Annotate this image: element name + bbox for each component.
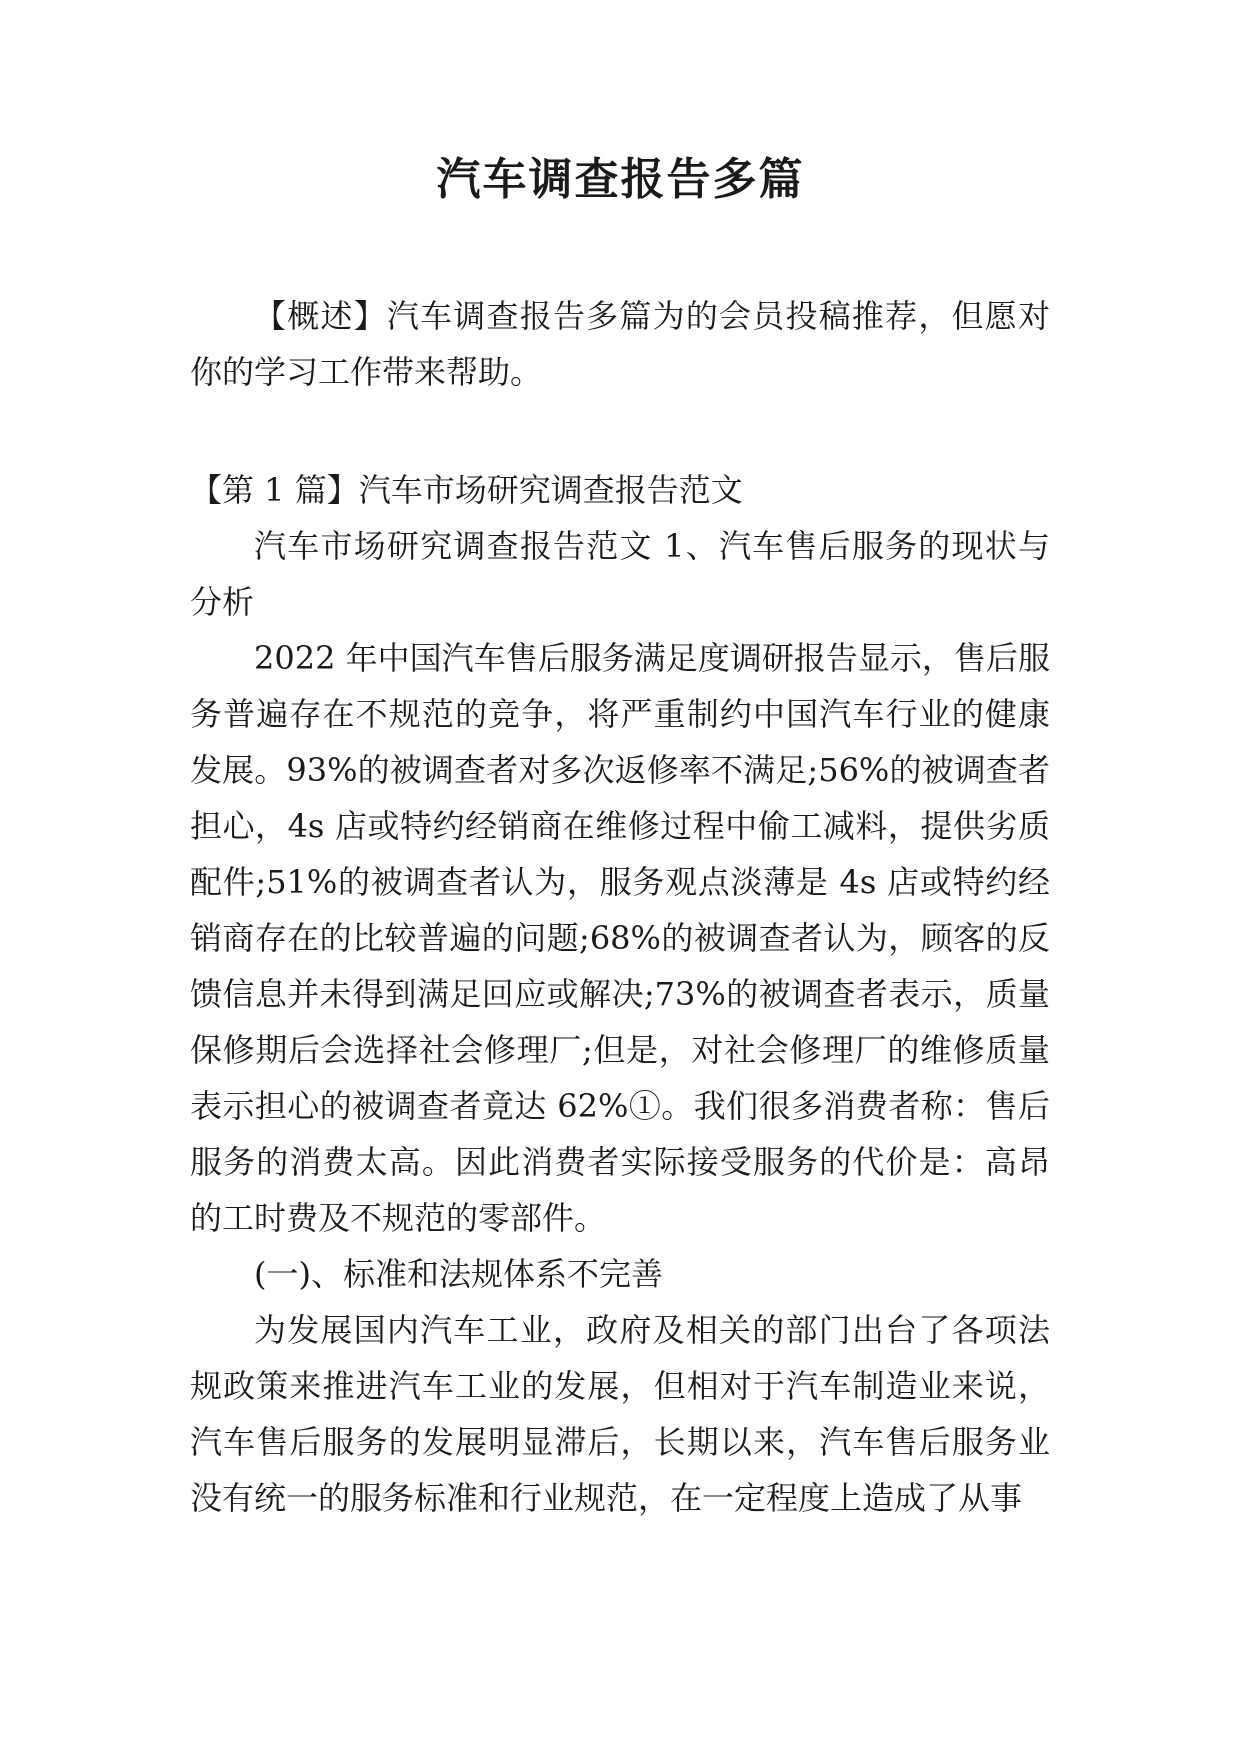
survey-statistics-paragraph: 2022 年中国汽车售后服务满足度调研报告显示，售后服务普遍存在不规范的竞争，将严重制约中国汽车行业的健康发展。93%的被调查者对多次返修率不满足;56%的被调查者担心，4s 店或特约经销商在维修过程中偷工减料，提供劣质配件;51%的被调查者认为，服务观点淡薄是 4s 店或特约经销商存在的比较普遍的问题;68%的被调查者认为，顾客的反馈信息并未得到满足回应或解决;73%的被调查者表示，质量保修期后会选择社会修理厂;但是，对社会修理厂的维修质量表示担心的被调查者竟达 62%①。我们很多消费者称：售后服务的消费太高。因此消费者实际接受服务的代价是：高昂的工时费及不规范的零部件。 xyxy=(190,639,1050,1237)
summary-paragraph: 【概述】汽车调查报告多篇为的会员投稿推荐，但愿对你的学习工作带来帮助。 xyxy=(190,297,1050,391)
section-heading: 【第 1 篇】汽车市场研究调查报告范文 xyxy=(190,471,743,509)
regulations-paragraph: 为发展国内汽车工业，政府及相关的部门出台了各项法规政策来推进汽车工业的发展，但相对于汽车制造业来说，汽车售后服务的发展明显滞后，长期以来，汽车售后服务业没有统一的服务标准和行业规范，在一定程度上造成了从事 xyxy=(190,1311,1050,1517)
document-title: 汽车调查报告多篇 xyxy=(436,154,805,205)
intro-paragraph: 汽车市场研究调查报告范文 1、汽车售后服务的现状与分析 xyxy=(190,527,1050,621)
subsection-heading: (一)、标准和法规体系不完善 xyxy=(254,1255,663,1293)
